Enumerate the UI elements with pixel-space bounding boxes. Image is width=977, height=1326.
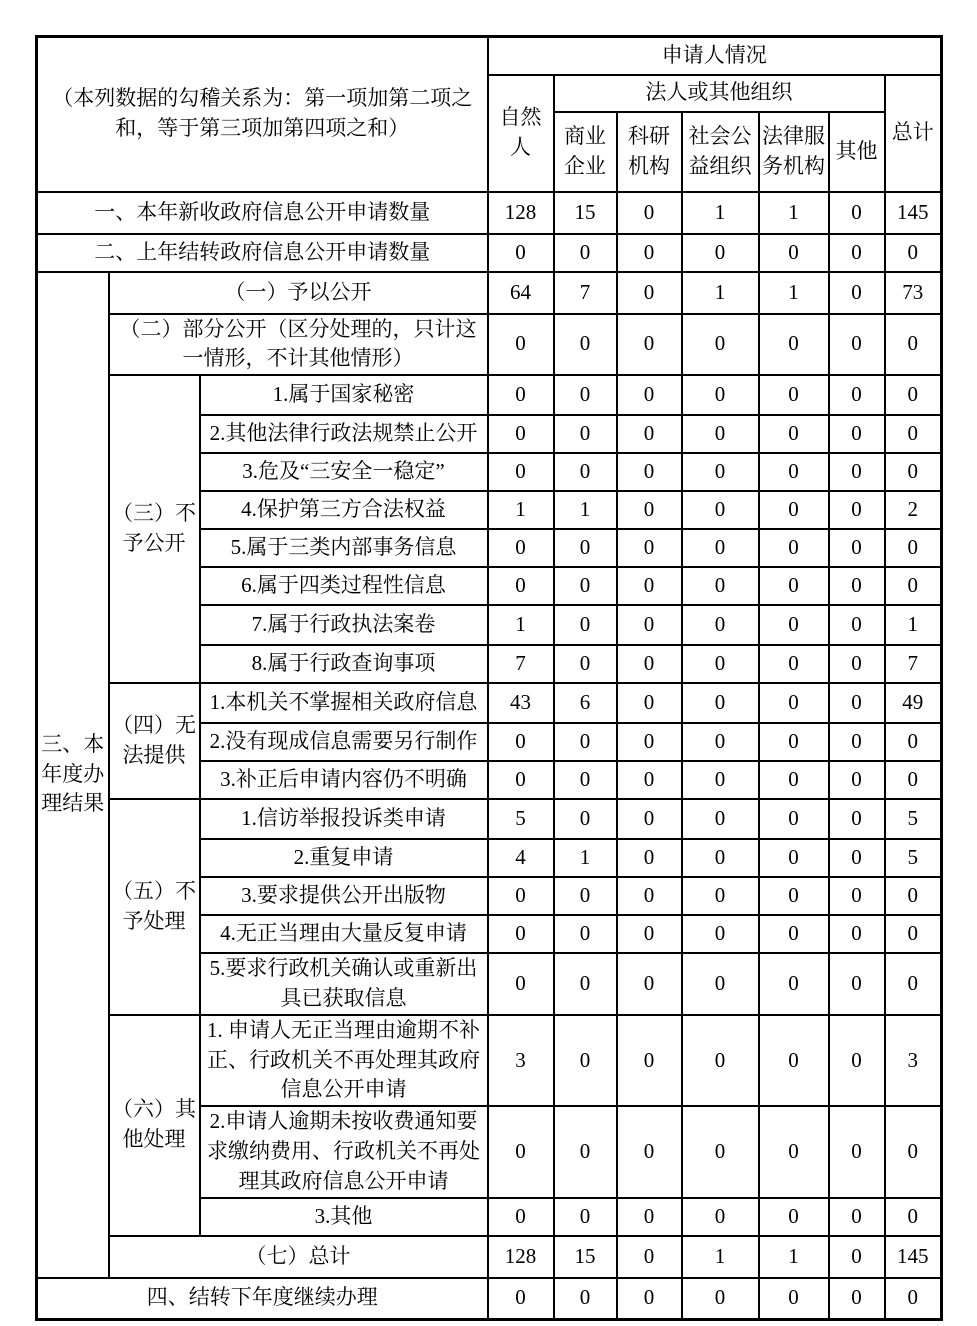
value-cell: 0 [759,953,829,1015]
value-cell: 0 [617,192,682,234]
value-cell: 73 [885,272,942,314]
value-cell: 5 [885,839,942,877]
value-cell: 145 [885,192,942,234]
item-label: 1. 申请人无正当理由逾期不补正、行政机关不再处理其政府信息公开申请 [200,1015,488,1106]
value-cell: 5 [488,799,554,839]
value-cell: 0 [759,723,829,761]
item-label: 3.其他 [200,1198,488,1236]
item-label: 2.没有现成信息需要另行制作 [200,723,488,761]
value-cell: 0 [759,605,829,645]
value-cell: 0 [885,453,942,491]
value-cell: 0 [488,314,554,376]
item-label: 4.保护第三方合法权益 [200,491,488,529]
item-label: 1.信访举报投诉类申请 [200,799,488,839]
value-cell: 0 [759,1278,829,1320]
value-cell: 43 [488,683,554,723]
value-cell: 0 [554,234,617,272]
value-cell: 1 [682,1236,759,1278]
value-cell: 0 [829,953,885,1015]
value-cell: 0 [885,877,942,915]
value-cell: 0 [885,1198,942,1236]
value-cell: 0 [885,915,942,953]
item-label: 5.要求行政机关确认或重新出具已获取信息 [200,953,488,1015]
value-cell: 0 [617,453,682,491]
value-cell: 0 [617,915,682,953]
row-label: 二、上年结转政府信息公开申请数量 [37,234,488,272]
value-cell: 4 [488,839,554,877]
value-cell: 0 [829,1278,885,1320]
value-cell: 0 [682,314,759,376]
value-cell: 0 [554,1106,617,1197]
disclosure-statistics-table [35,35,943,1321]
value-cell: 0 [829,839,885,877]
value-cell: 0 [488,877,554,915]
group-label: （三）不予公开 [109,375,200,683]
value-cell: 0 [617,1106,682,1197]
table-row [37,799,942,839]
value-cell: 0 [829,272,885,314]
value-cell: 0 [682,1106,759,1197]
value-cell: 0 [488,567,554,605]
row-label: （二）部分公开（区分处理的，只计这一情形，不计其他情形） [109,314,488,376]
value-cell: 1 [759,1236,829,1278]
value-cell: 0 [617,1278,682,1320]
value-cell: 0 [554,1015,617,1106]
value-cell: 0 [554,723,617,761]
value-cell: 2 [885,491,942,529]
value-cell: 0 [829,192,885,234]
value-cell: 0 [617,234,682,272]
value-cell: 1 [759,272,829,314]
value-cell: 0 [617,953,682,1015]
value-cell: 0 [682,761,759,799]
value-cell: 0 [682,415,759,453]
value-cell: 0 [488,1198,554,1236]
value-cell: 0 [759,683,829,723]
item-label: 8.属于行政查询事项 [200,645,488,683]
value-cell: 0 [682,605,759,645]
item-label: 3.要求提供公开出版物 [200,877,488,915]
item-label: 2.其他法律行政法规禁止公开 [200,415,488,453]
value-cell: 0 [885,723,942,761]
item-label: 1.本机关不掌握相关政府信息 [200,683,488,723]
col-header-other: 其他 [829,112,885,192]
value-cell: 0 [617,314,682,376]
value-cell: 0 [554,375,617,415]
value-cell: 0 [829,1236,885,1278]
value-cell: 0 [885,1106,942,1197]
value-cell: 0 [759,567,829,605]
value-cell: 0 [885,234,942,272]
value-cell: 0 [488,415,554,453]
value-cell: 0 [759,761,829,799]
col-header-applicants: 申请人情况 [488,37,942,75]
value-cell: 0 [617,799,682,839]
value-cell: 0 [617,1236,682,1278]
row-label: （七）总计 [109,1236,488,1278]
value-cell: 0 [617,683,682,723]
value-cell: 6 [554,683,617,723]
value-cell: 0 [829,375,885,415]
value-cell: 0 [682,953,759,1015]
value-cell: 0 [617,567,682,605]
value-cell: 0 [617,1015,682,1106]
value-cell: 0 [617,272,682,314]
value-cell: 0 [554,415,617,453]
value-cell: 7 [488,645,554,683]
value-cell: 0 [829,529,885,567]
item-label: 7.属于行政执法案卷 [200,605,488,645]
col-header-total: 总计 [885,75,942,192]
col-header-legal-service: 法律服务机构 [759,112,829,192]
col-header-legal-org: 法人或其他组织 [554,75,885,112]
value-cell: 0 [682,234,759,272]
value-cell: 0 [682,683,759,723]
value-cell: 0 [682,491,759,529]
value-cell: 0 [554,529,617,567]
value-cell: 0 [829,234,885,272]
row-label: （一）予以公开 [109,272,488,314]
value-cell: 0 [829,915,885,953]
value-cell: 0 [488,375,554,415]
col-header-natural-person: 自然人 [488,75,554,192]
value-cell: 1 [554,491,617,529]
value-cell: 0 [829,761,885,799]
value-cell: 0 [829,683,885,723]
value-cell: 0 [885,1278,942,1320]
value-cell: 0 [554,953,617,1015]
value-cell: 0 [554,314,617,376]
value-cell: 0 [885,567,942,605]
value-cell: 0 [488,761,554,799]
value-cell: 0 [617,491,682,529]
value-cell: 3 [885,1015,942,1106]
value-cell: 0 [682,1015,759,1106]
item-label: 2.申请人逾期未按收费通知要求缴纳费用、行政机关不再处理其政府信息公开申请 [200,1106,488,1197]
value-cell: 7 [885,645,942,683]
value-cell: 0 [885,314,942,376]
value-cell: 0 [759,453,829,491]
value-cell: 0 [682,1198,759,1236]
row-label: 一、本年新收政府信息公开申请数量 [37,192,488,234]
item-label: 3.危及“三安全一稳定” [200,453,488,491]
value-cell: 7 [554,272,617,314]
value-cell: 0 [885,529,942,567]
value-cell: 0 [554,799,617,839]
value-cell: 0 [617,375,682,415]
value-cell: 0 [759,877,829,915]
table-row [37,272,942,314]
value-cell: 0 [617,605,682,645]
row-label: 四、结转下年度继续办理 [37,1278,488,1320]
value-cell: 0 [488,529,554,567]
group-label: （四）无法提供 [109,683,200,799]
table-row [37,192,942,234]
value-cell: 128 [488,1236,554,1278]
value-cell: 0 [488,723,554,761]
value-cell: 0 [617,761,682,799]
value-cell: 0 [759,1198,829,1236]
col-header-public-welfare: 社会公益组织 [682,112,759,192]
item-label: 4.无正当理由大量反复申请 [200,915,488,953]
value-cell: 49 [885,683,942,723]
value-cell: 0 [488,453,554,491]
value-cell: 15 [554,192,617,234]
reconciliation-note: （本列数据的勾稽关系为：第一项加第二项之和，等于第三项加第四项之和） [37,37,488,192]
value-cell: 0 [617,839,682,877]
value-cell: 0 [885,761,942,799]
value-cell: 0 [829,1198,885,1236]
value-cell: 0 [759,529,829,567]
value-cell: 0 [829,605,885,645]
value-cell: 0 [682,839,759,877]
value-cell: 0 [682,915,759,953]
value-cell: 0 [885,953,942,1015]
value-cell: 1 [554,839,617,877]
value-cell: 0 [617,415,682,453]
value-cell: 0 [617,877,682,915]
table-row [37,314,942,376]
value-cell: 1 [682,272,759,314]
value-cell: 0 [682,723,759,761]
value-cell: 0 [488,1278,554,1320]
value-cell: 0 [885,375,942,415]
value-cell: 0 [759,1106,829,1197]
value-cell: 0 [617,723,682,761]
value-cell: 0 [759,314,829,376]
value-cell: 0 [554,1198,617,1236]
value-cell: 0 [488,234,554,272]
value-cell: 0 [829,314,885,376]
value-cell: 0 [554,915,617,953]
value-cell: 0 [554,453,617,491]
col-header-commercial: 商业企业 [554,112,617,192]
value-cell: 128 [488,192,554,234]
value-cell: 0 [617,1198,682,1236]
value-cell: 1 [759,192,829,234]
item-label: 5.属于三类内部事务信息 [200,529,488,567]
value-cell: 0 [759,234,829,272]
item-label: 6.属于四类过程性信息 [200,567,488,605]
value-cell: 0 [759,491,829,529]
value-cell: 0 [759,375,829,415]
value-cell: 0 [617,529,682,567]
value-cell: 0 [829,491,885,529]
section-label: 三、本年度办理结果 [37,272,109,1278]
table-row [37,1015,942,1106]
item-label: 3.补正后申请内容仍不明确 [200,761,488,799]
value-cell: 15 [554,1236,617,1278]
col-header-research: 科研机构 [617,112,682,192]
value-cell: 0 [682,1278,759,1320]
value-cell: 0 [829,877,885,915]
value-cell: 0 [759,645,829,683]
value-cell: 1 [488,605,554,645]
value-cell: 64 [488,272,554,314]
value-cell: 0 [554,567,617,605]
table-row [37,234,942,272]
value-cell: 0 [488,953,554,1015]
value-cell: 0 [617,645,682,683]
value-cell: 0 [759,1015,829,1106]
value-cell: 0 [759,915,829,953]
header-row-1 [37,37,942,75]
value-cell: 1 [682,192,759,234]
value-cell: 0 [759,415,829,453]
value-cell: 0 [885,415,942,453]
value-cell: 0 [682,529,759,567]
value-cell: 0 [829,453,885,491]
table-row [37,1236,942,1278]
value-cell: 0 [682,877,759,915]
value-cell: 0 [759,799,829,839]
value-cell: 3 [488,1015,554,1106]
value-cell: 0 [554,1278,617,1320]
value-cell: 0 [682,799,759,839]
value-cell: 0 [682,453,759,491]
table-row [37,1278,942,1320]
value-cell: 0 [554,761,617,799]
value-cell: 5 [885,799,942,839]
value-cell: 1 [885,605,942,645]
item-label: 1.属于国家秘密 [200,375,488,415]
value-cell: 0 [682,567,759,605]
item-label: 2.重复申请 [200,839,488,877]
group-label: （六）其他处理 [109,1015,200,1236]
value-cell: 0 [829,1106,885,1197]
value-cell: 0 [488,915,554,953]
value-cell: 1 [488,491,554,529]
value-cell: 0 [759,839,829,877]
value-cell: 0 [829,645,885,683]
value-cell: 0 [829,1015,885,1106]
table-row [37,683,942,723]
value-cell: 145 [885,1236,942,1278]
value-cell: 0 [682,645,759,683]
value-cell: 0 [554,877,617,915]
value-cell: 0 [829,723,885,761]
value-cell: 0 [829,567,885,605]
value-cell: 0 [829,799,885,839]
group-label: （五）不予处理 [109,799,200,1015]
table-row [37,375,942,415]
value-cell: 0 [554,605,617,645]
value-cell: 0 [682,375,759,415]
value-cell: 0 [829,415,885,453]
value-cell: 0 [554,645,617,683]
value-cell: 0 [488,1106,554,1197]
